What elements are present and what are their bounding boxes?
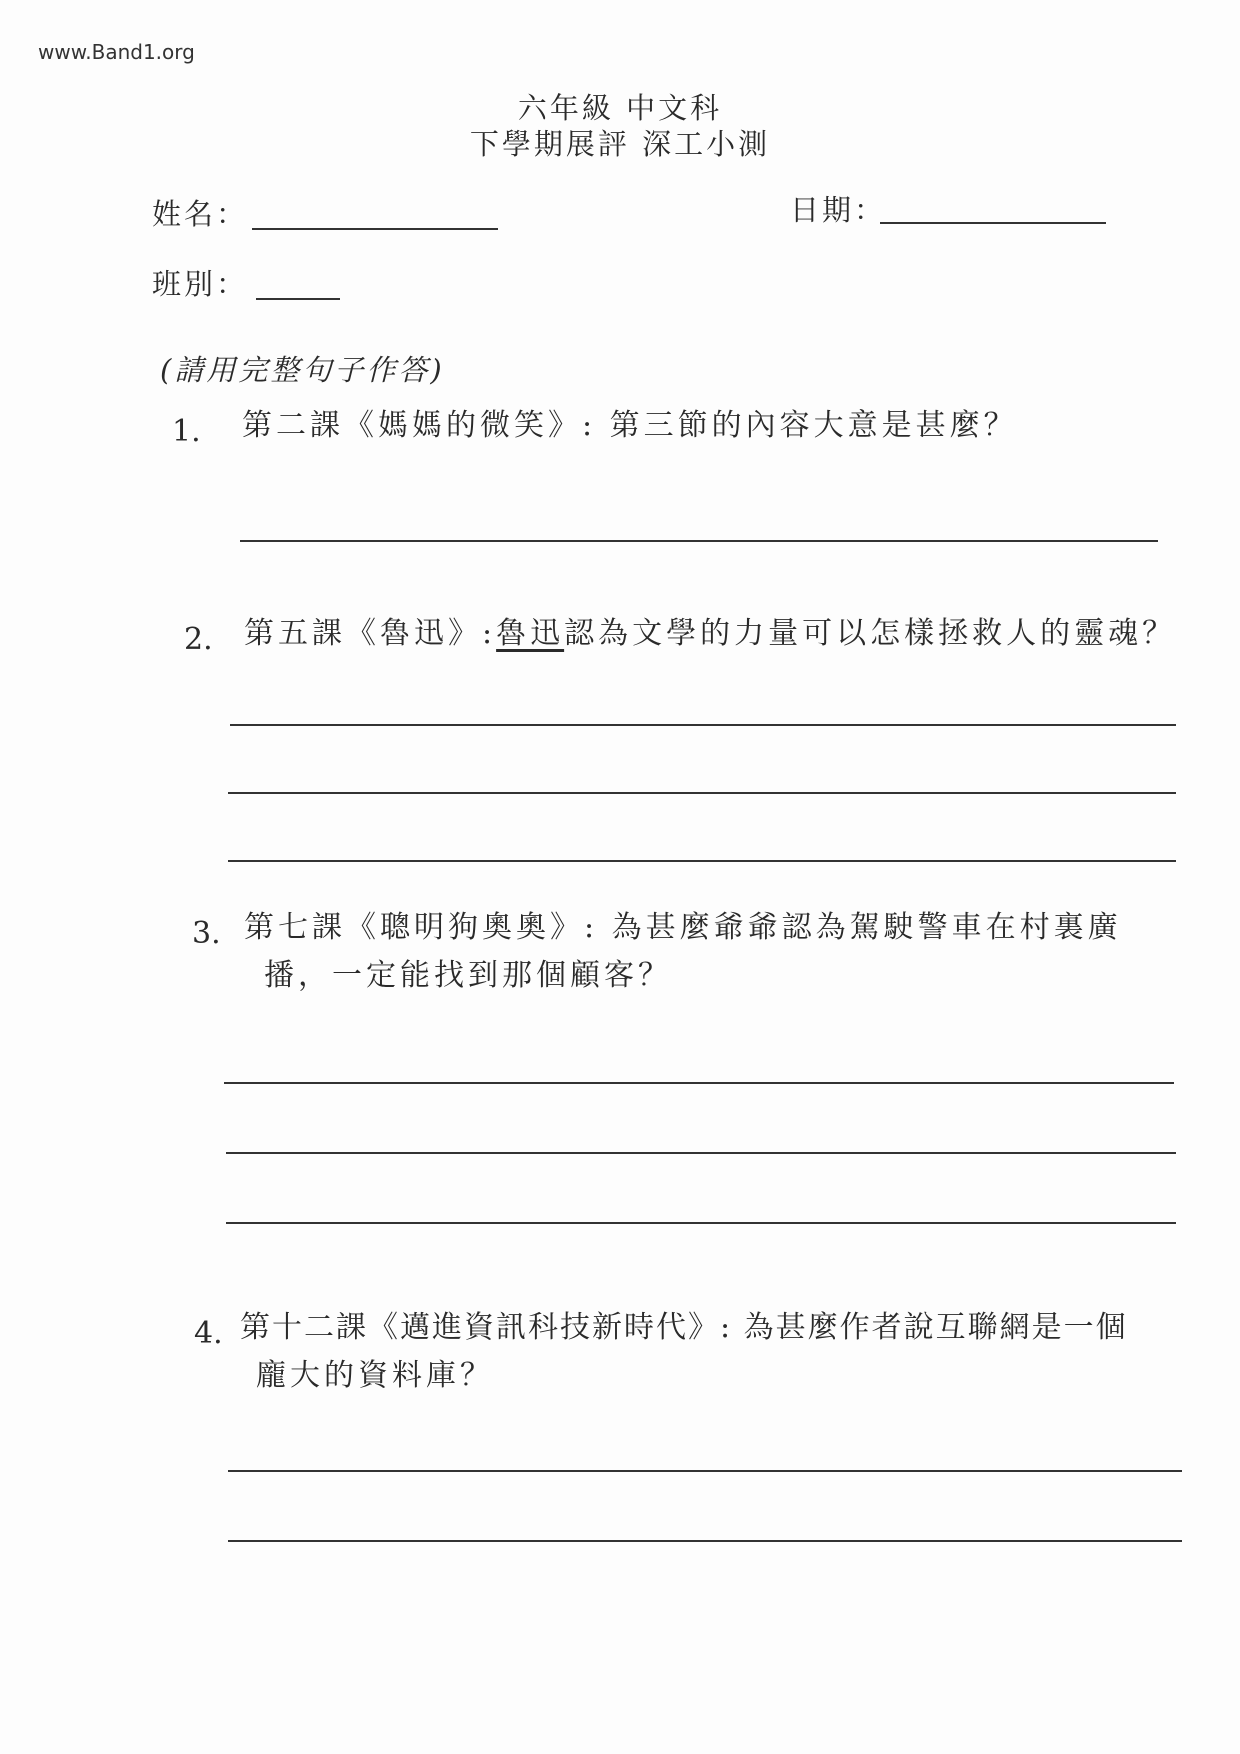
answer-line[interactable] (224, 1082, 1174, 1084)
class-field[interactable] (256, 298, 340, 300)
watermark-url: www.Band1.org (38, 40, 195, 64)
answer-line[interactable] (226, 1222, 1176, 1224)
name-label: 姓名： (152, 197, 249, 231)
answer-line[interactable] (228, 860, 1176, 862)
question-text-continued: 龐大的資料庫？ (256, 1358, 494, 1393)
date-field[interactable] (880, 222, 1106, 224)
question-text: 第十二課《邁進資訊科技新時代》: 為甚麼作者說互聯網是一個 (240, 1310, 1128, 1345)
header-title: 六年級 中文科 (517, 91, 723, 125)
person-name-underlined: 魯迅 (496, 616, 565, 651)
question-text-part: 認為文學的力量可以怎樣拯救人的靈魂？ (564, 616, 1177, 651)
instruction-note: (請用完整句子作答) (160, 353, 445, 387)
question-text: 第二課《媽媽的微笑》: 第三節的內容大意是甚麼？ (242, 408, 1018, 443)
class-label: 班別： (152, 267, 249, 301)
header-subtitle: 下學期展評 深工小測 (469, 127, 771, 161)
question-number: 3. (192, 916, 221, 951)
answer-line[interactable] (228, 792, 1176, 794)
name-field[interactable] (252, 228, 498, 230)
question-text-part: 第五課《魯迅》: (244, 616, 497, 651)
answer-line[interactable] (226, 1152, 1176, 1154)
answer-line[interactable] (228, 1470, 1182, 1472)
question-text: 第七課《聰明狗奧奧》: 為甚麼爺爺認為駕駛警車在村裏廣 (244, 910, 1122, 945)
answer-line[interactable] (228, 1540, 1182, 1542)
question-number: 4. (194, 1316, 223, 1351)
date-label: 日期： (790, 193, 887, 227)
question-number: 1. (172, 414, 201, 449)
question-text (244, 610, 1176, 658)
question-text-continued: 播，一定能找到那個顧客？ (264, 958, 672, 993)
answer-line[interactable] (240, 540, 1158, 542)
answer-line[interactable] (230, 724, 1176, 726)
question-number: 2. (184, 622, 213, 657)
